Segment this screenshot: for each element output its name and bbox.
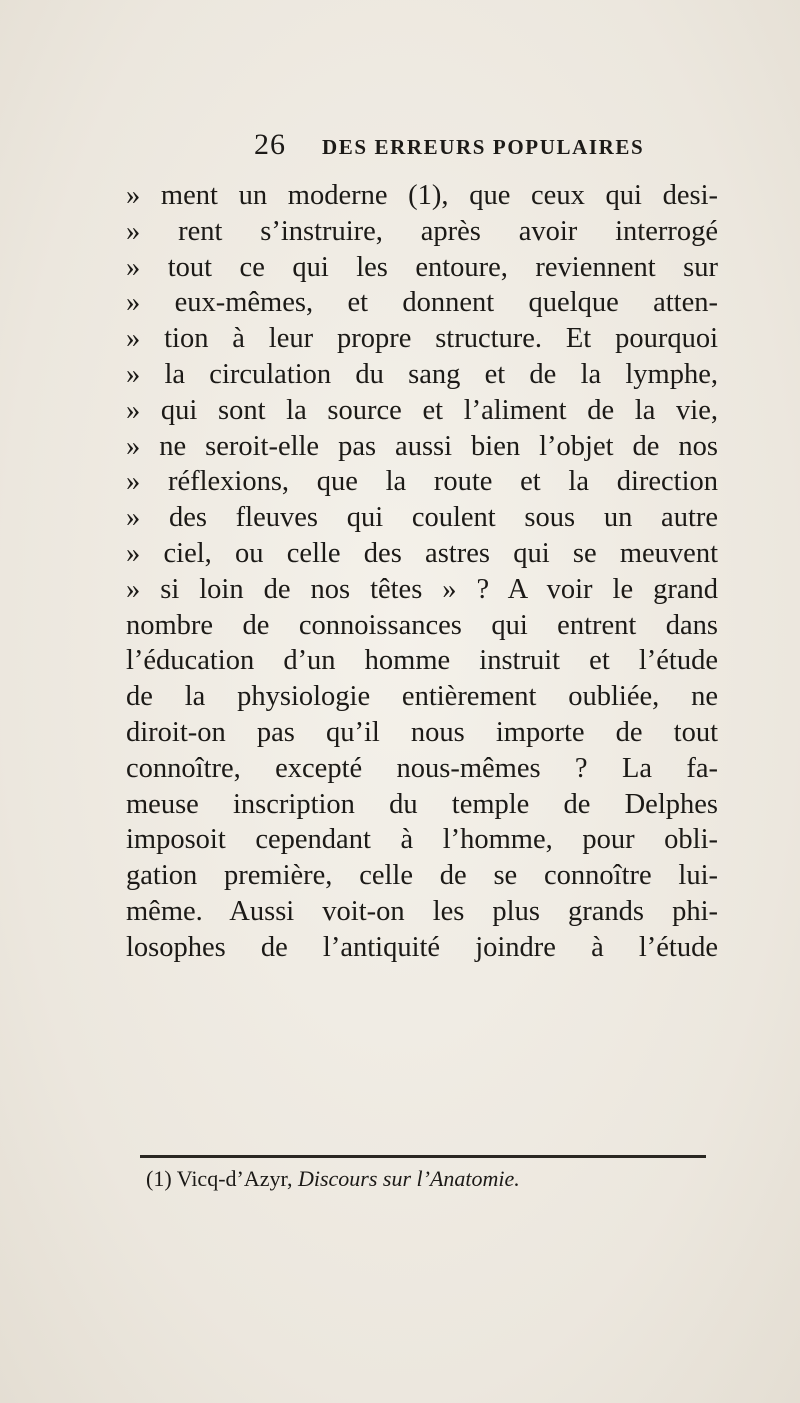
text-line: imposoit cependant à l’homme, pour obli- xyxy=(126,824,718,856)
text-line: gation première, celle de se connoître lui- xyxy=(126,860,718,892)
text-line: connoître, excepté nous-mêmes ? La fa- xyxy=(126,752,718,784)
text-line: diroit-on pas qu’il nous importe de tout xyxy=(126,716,718,748)
footnote xyxy=(146,1164,706,1194)
text-line: » ne seroit-elle pas aussi bien l’objet de nos xyxy=(126,430,718,462)
body-text xyxy=(126,178,718,966)
running-title: DES ERREURS POPULAIRES xyxy=(322,135,645,159)
text-line: » eux-mêmes, et donnent quelque atten- xyxy=(126,287,718,319)
text-line: losophes de l’antiquité joindre à l’étude xyxy=(126,931,718,963)
text-line: même. Aussi voit-on les plus grands phi- xyxy=(126,895,718,927)
text-line: » ciel, ou celle des astres qui se meuvent xyxy=(126,537,718,569)
text-line: » si loin de nos têtes » ? A voir le grand xyxy=(126,573,718,605)
text-line: » tout ce qui les entoure, reviennent sur xyxy=(126,251,718,283)
text-line: nombre de connoissances qui entrent dans xyxy=(126,609,718,641)
text-line: » réflexions, que la route et la direction xyxy=(126,466,718,498)
footnote-rule xyxy=(140,1155,706,1158)
page-number: 26 xyxy=(254,128,286,161)
text-line: » des fleuves qui coulent sous un autre xyxy=(126,502,718,534)
text-line: de la physiologie entièrement oubliée, ne xyxy=(126,681,718,713)
text-line: » la circulation du sang et de la lymphe, xyxy=(126,358,718,390)
text-line: » tion à leur propre structure. Et pourquoi xyxy=(126,323,718,355)
page-header xyxy=(254,130,694,162)
text-line: » qui sont la source et l’aliment de la vie, xyxy=(126,394,718,426)
footnote-reference: (1) Vicq-d’Azyr, xyxy=(146,1166,293,1191)
text-line: l’éducation d’un homme instruit et l’étude xyxy=(126,645,718,677)
footnote-work-title: Discours sur l’Anatomie. xyxy=(297,1166,520,1191)
text-line: » rent s’instruire, après avoir interrogé xyxy=(126,215,718,247)
text-line: meuse inscription du temple de Delphes xyxy=(126,788,718,820)
text-line: » ment un moderne (1), que ceux qui desi- xyxy=(126,180,718,211)
